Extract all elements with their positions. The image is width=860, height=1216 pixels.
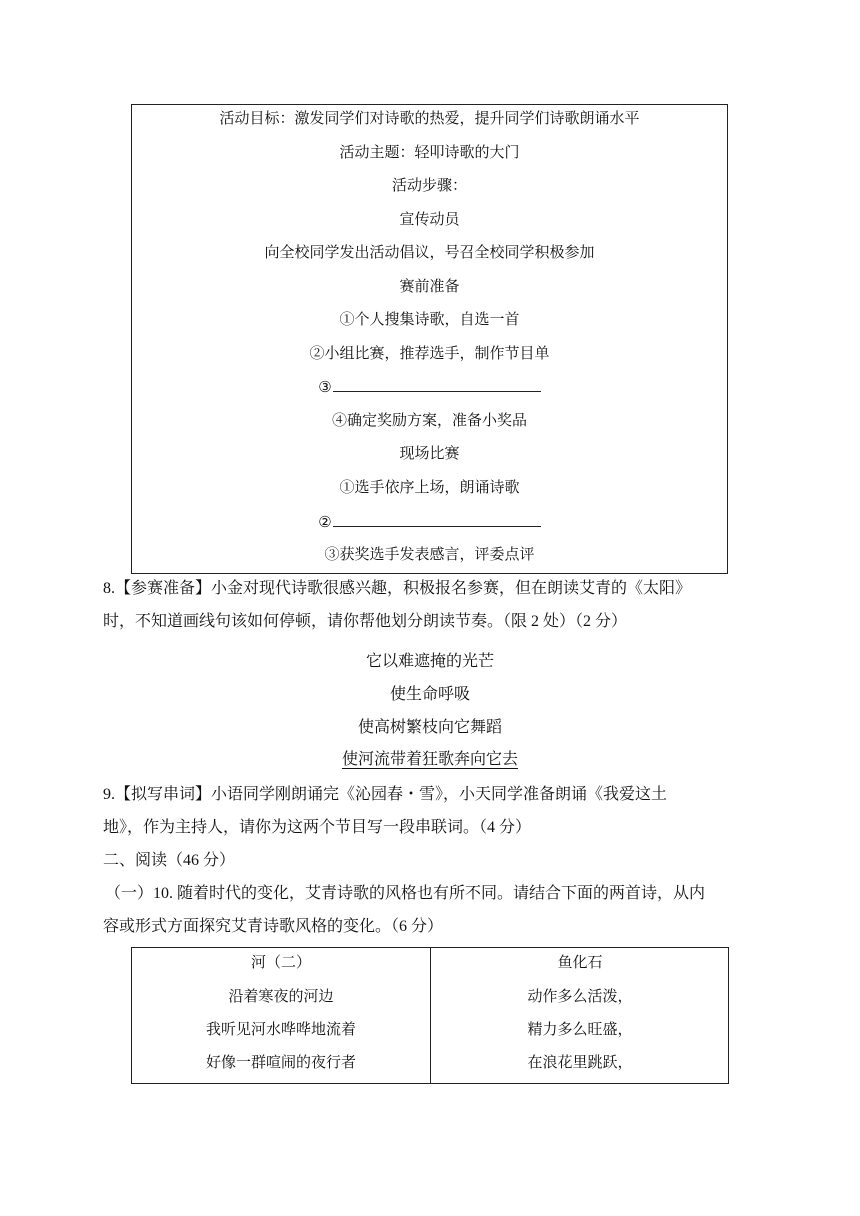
right-poem-line-2: 精力多么旺盛， — [527, 1020, 633, 1038]
stage-title-competition: 现场比赛 — [399, 444, 460, 462]
poem-comparison-table — [131, 947, 729, 1084]
left-poem-line-2: 我听见河水哗哗地流着 — [205, 1020, 356, 1038]
answer-blank[interactable] — [333, 511, 541, 527]
right-poem-line-3: 在浪花里跳跃， — [527, 1053, 633, 1071]
underlined-sentence: 使河流带着狂歌奔向它去 — [341, 749, 518, 768]
q8-line-1: 8.【参赛准备】小金对现代诗歌很感兴趣，积极报名参赛，但在朗读艾青的《太阳》 — [103, 580, 692, 597]
answer-blank[interactable] — [333, 376, 541, 392]
q8-line-2: 时，不知道画线句该如何停顿，请你帮他划分朗读节奏。（限 2 处）（2 分） — [103, 613, 628, 630]
stage-title-publicity: 宣传动员 — [399, 210, 460, 228]
activity-theme: 活动主题：轻叩诗歌的大门 — [339, 143, 520, 161]
poem-line-4-underlined — [0, 748, 860, 770]
q10-line-2: 容或形式方面探究艾青诗歌风格的变化。（6 分） — [103, 918, 444, 935]
comp-item-2-number: ② — [318, 513, 332, 531]
q10-line-1: （一）10. 随着时代的变化，艾青诗歌的风格也有所不同。请结合下面的两首诗，从内 — [105, 885, 706, 902]
stage-item-publicity: 向全校同学发出活动倡议，号召全校同学积极参加 — [264, 243, 595, 261]
left-poem-line-1: 沿着寒夜的河边 — [228, 987, 334, 1005]
right-poem-line-1: 动作多么活泼， — [527, 987, 633, 1005]
prep-item-3-blank — [132, 376, 727, 397]
poem-line-2: 使生命呼吸 — [389, 684, 470, 703]
activity-plan-box — [131, 104, 728, 574]
right-poem-title: 鱼化石 — [557, 953, 603, 971]
comp-item-3: ③获奖选手发表感言，评委点评 — [324, 545, 535, 563]
activity-steps-label: 活动步骤： — [391, 176, 467, 194]
prep-item-4: ④确定奖励方案，准备小奖品 — [331, 411, 527, 429]
left-poem-line-3: 好像一群喧闹的夜行者 — [205, 1053, 356, 1071]
prep-item-2: ②小组比赛，推荐选手，制作节目单 — [309, 344, 550, 362]
activity-goal: 活动目标：激发同学们对诗歌的热爱，提升同学们诗歌朗诵水平 — [219, 109, 640, 127]
prep-item-1: ①个人搜集诗歌，自选一首 — [339, 310, 520, 328]
prep-item-3-number: ③ — [318, 378, 332, 396]
section-2-heading: 二、阅读（46 分） — [103, 852, 236, 869]
poem-line-1: 它以难遮掩的光芒 — [365, 651, 494, 670]
left-poem-title: 河（二） — [250, 953, 311, 971]
q9-line-2: 地》，作为主持人，请你为这两个节目写一段串联词。（4 分） — [103, 819, 532, 836]
comp-item-2-blank — [132, 511, 727, 532]
stage-title-preparation: 赛前准备 — [399, 277, 460, 295]
comp-item-1: ①选手依序上场，朗诵诗歌 — [339, 478, 520, 496]
q9-line-1: 9.【拟写串词】小语同学刚朗诵完《沁园春・雪》，小天同学准备朗诵《我爱这土 — [103, 786, 668, 803]
poem-line-3: 使高树繁枝向它舞蹈 — [357, 717, 502, 736]
